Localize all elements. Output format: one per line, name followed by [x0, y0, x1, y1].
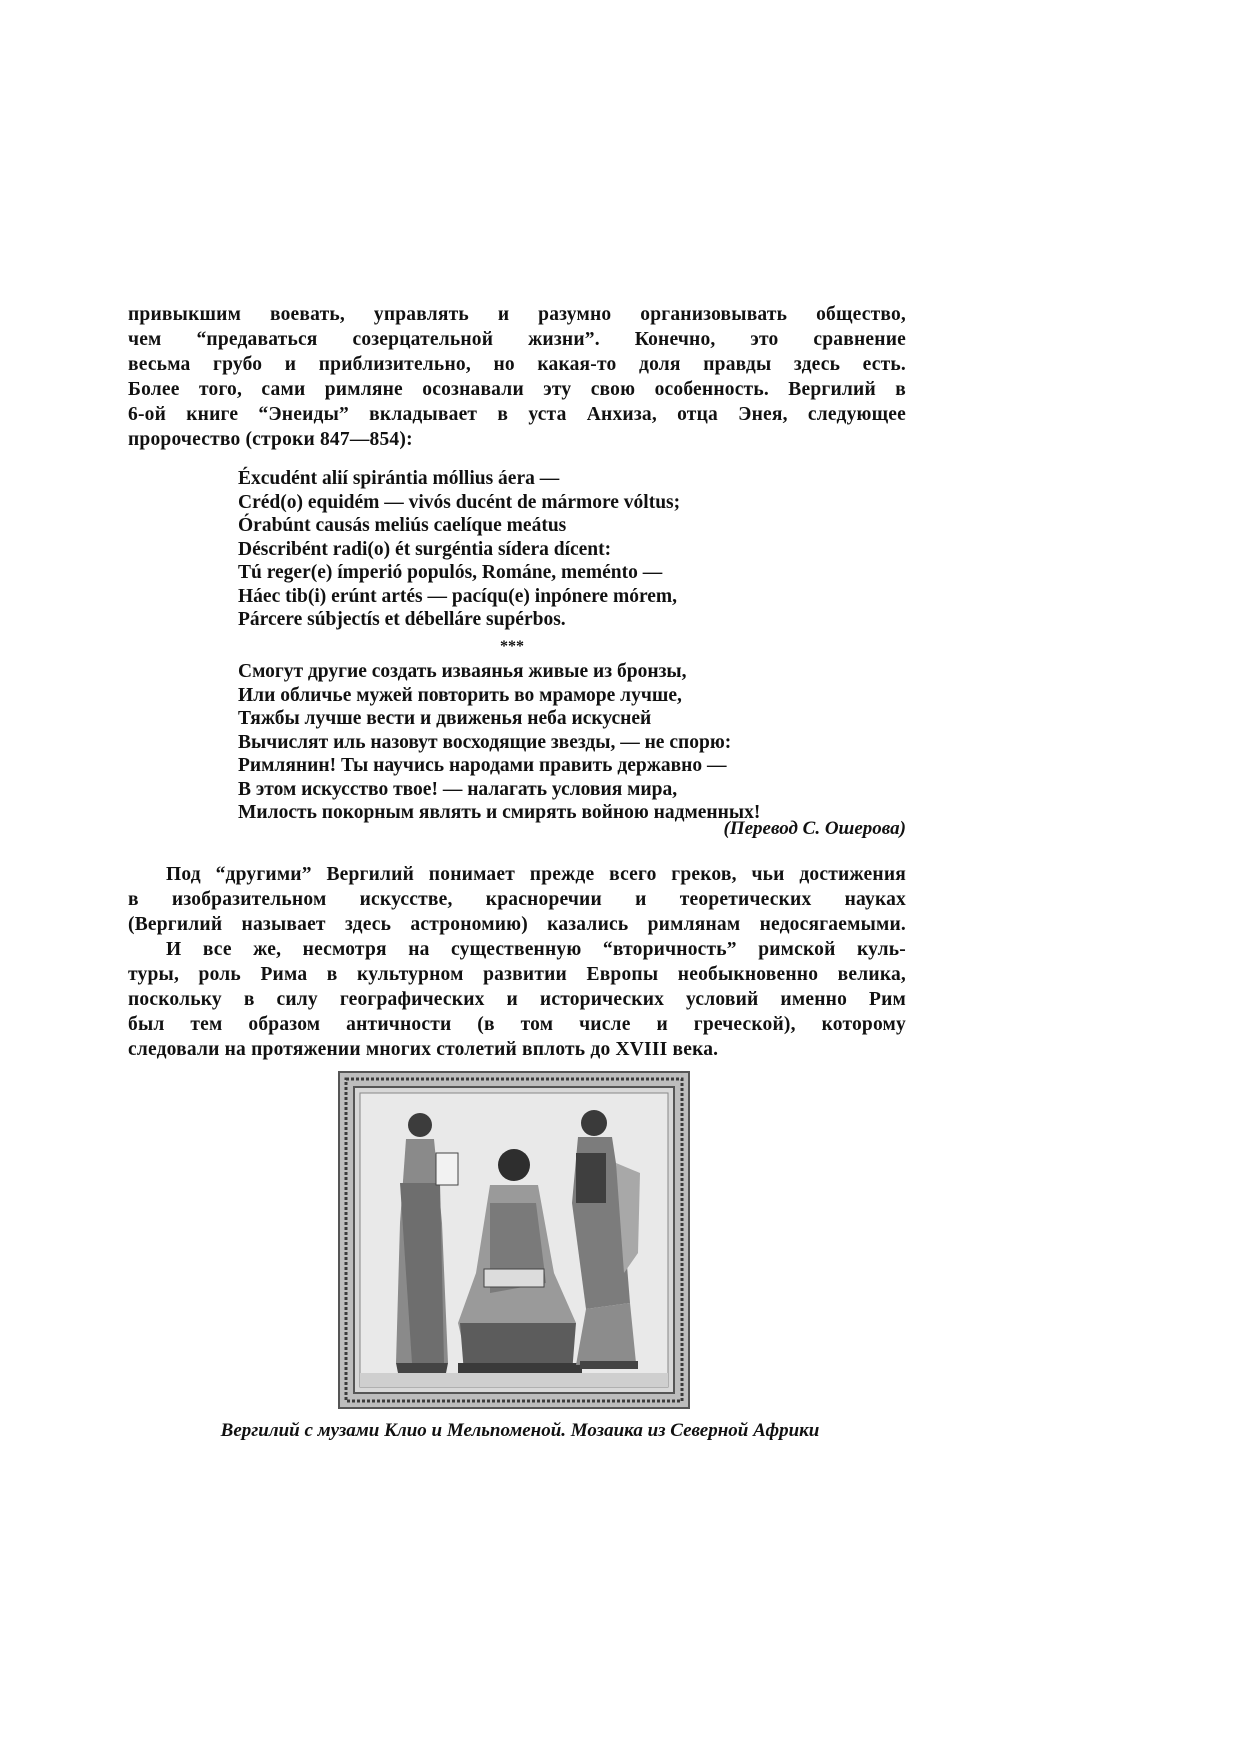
text-line: чем “предаваться созерцательной жизни”. Конечно, это сравнение: [128, 329, 906, 350]
figure-caption: Вергилий с музами Клио и Мельпоменой. Мозаика из Северной Африки: [220, 1420, 820, 1441]
verse-line: Órabúnt causás meliús caelíque meátus: [238, 515, 567, 536]
text-line: пророчество (строки 847—854):: [128, 429, 413, 450]
verse-line: Тяжбы лучше вести и движенья неба искусней: [238, 708, 652, 729]
text-line: привыкшим воевать, управлять и разумно организовывать общество,: [128, 304, 906, 325]
verse-line: Или обличье мужей повторить во мраморе лучше,: [238, 684, 682, 706]
verse-line: Tú reger(e) ímperió populós, Románe, meménto —: [238, 562, 663, 583]
mosaic-illustration: [340, 1073, 688, 1407]
paragraph-rome-role: [128, 937, 906, 1062]
text-line: поскольку в силу географических и исторических условий именно Рим: [128, 989, 906, 1010]
poem-russian: [238, 660, 918, 825]
translation-attribution: (Перевод С. Ошерова): [723, 818, 906, 839]
verse-line: Háec tib(i) erúnt artés — pacíqu(e) inpónere mórem,: [238, 585, 678, 607]
verse-line: Римлянин! Ты научись народами править державно —: [238, 755, 727, 776]
verse-line: Créd(o) equidém — vivós ducént de mármore vóltus;: [238, 491, 681, 513]
paragraph-greeks: [128, 862, 906, 937]
text-line: следовали на протяжении многих столетий вплоть до XVIII века.: [128, 1039, 719, 1060]
verse-line: Párcere súbjectís et débelláre supérbos.: [238, 609, 566, 630]
verse-line: Вычислят иль назовут восходящие звезды, — не спорю:: [238, 731, 732, 753]
verse-line: Déscribént radi(o) ét surgéntia sídera dícent:: [238, 538, 612, 560]
poem-latin: [238, 467, 918, 632]
poem-separator: ***: [500, 638, 524, 655]
verse-line: Éxcudént alií spirántia móllius áera —: [238, 468, 560, 489]
text-line: 6-ой книге “Энеиды” вкладывает в уста Анхиза, отца Энея, следующее: [128, 404, 906, 425]
text-line: (Вергилий называет здесь астрономию) казались римлянам недосягаемыми.: [128, 914, 906, 935]
text-line: туры, роль Рима в культурном развитии Европы необыкновенно велика,: [128, 964, 906, 985]
text-line: весьма грубо и приблизительно, но какая-то доля правды здесь есть.: [128, 354, 906, 375]
verse-line: Милость покорным являть и смирять войною надменных!: [238, 802, 761, 823]
text-line: Под “другими” Вергилий понимает прежде всего греков, чьи достижения: [166, 864, 906, 885]
text-line: Более того, сами римляне осознавали эту свою особенность. Вергилий в: [128, 379, 906, 400]
text-line: в изобразительном искусстве, красноречии и теоретических науках: [128, 889, 906, 910]
mosaic-image: [338, 1071, 690, 1409]
verse-line: Смогут другие создать изваянья живые из бронзы,: [238, 661, 687, 682]
text-line: был тем образом античности (в том числе и греческой), которому: [128, 1014, 906, 1035]
verse-line: В этом искусство твое! — налагать условия мира,: [238, 778, 678, 800]
paragraph-intro: [128, 302, 906, 452]
text-line: И все же, несмотря на существенную “вторичность” римской куль-: [166, 939, 906, 960]
